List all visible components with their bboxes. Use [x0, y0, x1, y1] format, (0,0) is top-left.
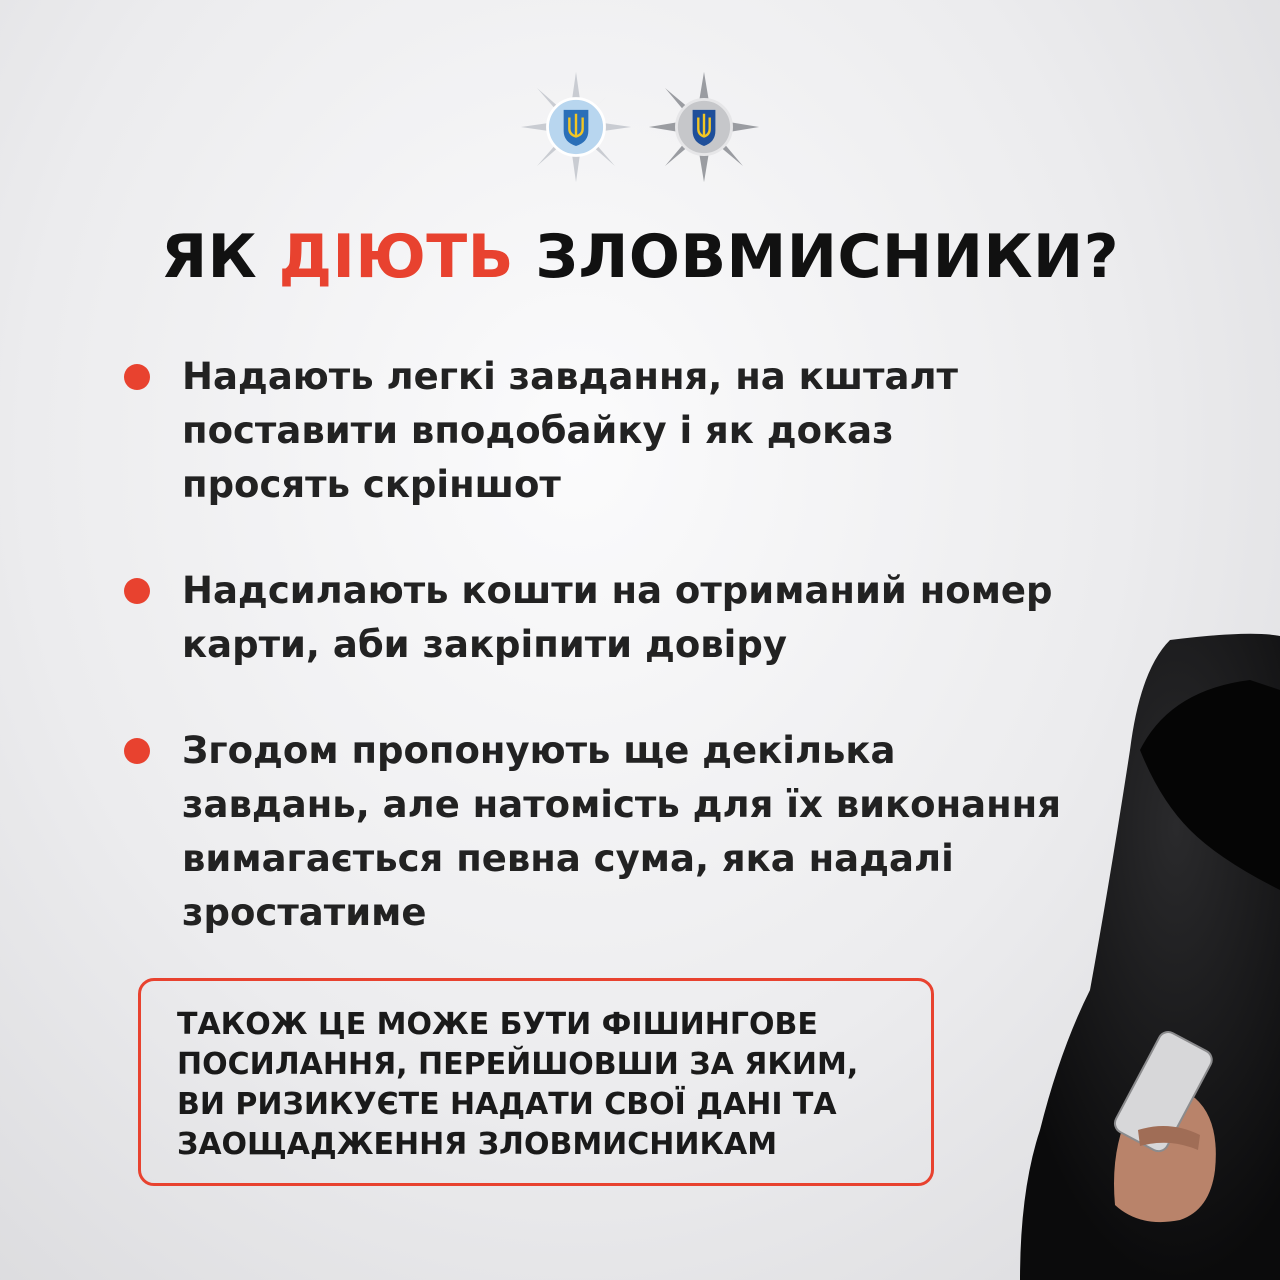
- warning-line: ТАКОЖ ЦЕ МОЖЕ БУТИ ФІШИНГОВЕ: [177, 1007, 818, 1042]
- bullet-list: [124, 350, 1124, 940]
- police-star-icon: [647, 70, 761, 184]
- list-item-line: завдань, але натомість для їх виконання: [182, 783, 1061, 826]
- list-item-line: вимагається певна сума, яка надалі: [182, 837, 954, 880]
- hooded-person-with-phone-icon: [1020, 630, 1280, 1280]
- bullet-dot-icon: [124, 738, 150, 764]
- page-title: [0, 222, 1280, 292]
- list-item-line: Згодом пропонують ще декілька: [182, 729, 896, 772]
- list-item-line: Надають легкі завдання, на кшталт: [182, 355, 959, 398]
- list-item: [124, 724, 1124, 940]
- list-item-line: карти, аби закріпити довіру: [182, 623, 787, 666]
- list-item-line: Надсилають кошти на отриманий номер: [182, 569, 1053, 612]
- title-part3: ЗЛОВМИСНИКИ?: [535, 222, 1120, 292]
- logos: [0, 70, 1280, 184]
- list-item-line: зростатиме: [182, 891, 427, 934]
- list-item-line: просять скріншот: [182, 463, 561, 506]
- list-item: [124, 350, 1124, 512]
- title-part1: ЯК: [160, 222, 258, 292]
- warning-box: [138, 978, 934, 1186]
- mvs-emblem-icon: [519, 70, 633, 184]
- bullet-dot-icon: [124, 578, 150, 604]
- warning-line: ЗАОЩАДЖЕННЯ ЗЛОВМИСНИКАМ: [177, 1127, 778, 1162]
- bullet-dot-icon: [124, 364, 150, 390]
- list-item: [124, 564, 1124, 672]
- title-accent: ДІЮТЬ: [278, 222, 514, 292]
- warning-line: ВИ РИЗИКУЄТЕ НАДАТИ СВОЇ ДАНІ ТА: [177, 1087, 837, 1122]
- list-item-line: поставити вподобайку і як доказ: [182, 409, 894, 452]
- warning-line: ПОСИЛАННЯ, ПЕРЕЙШОВШИ ЗА ЯКИМ,: [177, 1047, 859, 1082]
